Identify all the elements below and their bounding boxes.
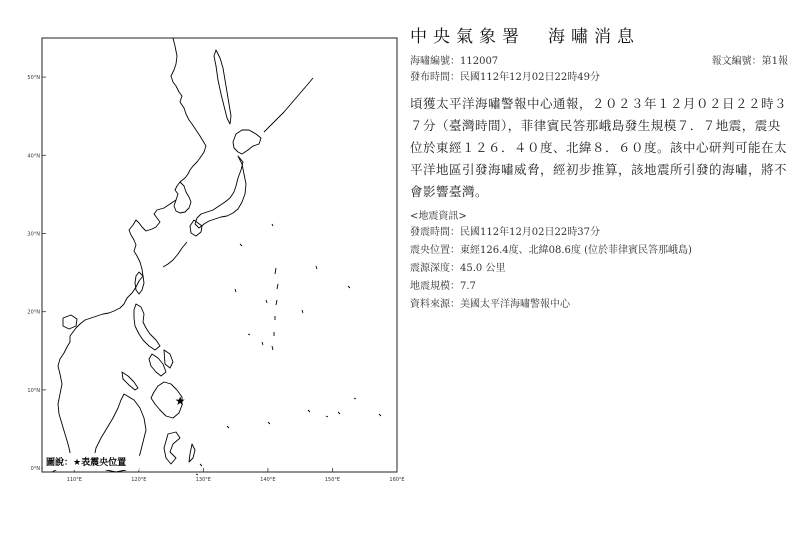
issue-time-label: 發布時間：	[410, 72, 460, 83]
page-title: 中央氣象署 海嘯消息	[410, 27, 640, 47]
lon-label: 130°E	[195, 477, 211, 483]
detail-label: 發震時間：	[410, 227, 460, 238]
detail-value: 民國112年12月02日22時37分	[460, 227, 600, 238]
report-number-label: 報文編號：	[711, 56, 762, 67]
bulletin-number	[410, 55, 498, 69]
lat-label: 10°N	[27, 387, 40, 394]
lat-label: 50°N	[27, 75, 40, 82]
lat-label: 40°N	[27, 153, 40, 160]
bulletin-number-value: 112007	[460, 56, 499, 67]
detail-label: 地震規模：	[410, 281, 460, 292]
bulletin-id-row	[410, 55, 788, 69]
lon-label: 120°E	[131, 477, 147, 483]
lat-label: 30°N	[27, 231, 40, 238]
data-source-row	[410, 296, 788, 314]
lat-label: 0°N	[30, 466, 40, 473]
epicenter-star-icon: ★	[174, 393, 186, 408]
detail-value: 美國太平洋海嘯警報中心	[460, 299, 570, 310]
report-number	[712, 55, 788, 69]
lon-label: 110°E	[66, 477, 82, 483]
earthquake-info-heading: <地震資訊>	[410, 211, 467, 222]
detail-value: 7.7	[460, 281, 476, 292]
detail-label: 資料來源：	[410, 299, 460, 310]
issue-time-row	[410, 71, 788, 85]
lon-label: 140°E	[260, 477, 276, 483]
lon-label: 160°E	[389, 477, 405, 483]
map-frame	[42, 38, 397, 472]
detail-label: 震央位置：	[410, 245, 460, 256]
report-number-value: 第1報	[761, 56, 788, 67]
bulletin-number-label: 海嘯編號：	[410, 56, 460, 67]
detail-label: 震源深度：	[410, 263, 460, 274]
origin-time-row	[410, 224, 788, 242]
tsunami-map	[27, 34, 405, 486]
epicenter-location-row	[410, 242, 788, 260]
lat-label: 20°N	[27, 309, 40, 316]
focal-depth-row	[410, 260, 788, 278]
magnitude-row	[410, 278, 788, 296]
detail-value: 45.0 公里	[460, 263, 506, 274]
detail-value: 東經126.4度、北緯08.6度 (位於菲律賓民答那峨島)	[460, 245, 692, 256]
map-legend: 圖說：★表震央位置	[46, 458, 127, 468]
bulletin-panel	[410, 22, 788, 314]
bulletin-message: 頃獲太平洋海嘯警報中心通報，２０２３年１２月０２日２２時３７分（臺灣時間），菲律賓民答那峨島發生規模７．７地震，震央位於東經１２６．４０度、北緯８．６０度。該中心研判可能在太平洋地區引發海嘯威脅，經初步推算，該地震所引發的海嘯，將不會影響臺灣。	[410, 96, 788, 199]
lon-label: 150°E	[324, 477, 341, 483]
issue-time-value: 民國112年12月02日22時49分	[460, 72, 600, 83]
